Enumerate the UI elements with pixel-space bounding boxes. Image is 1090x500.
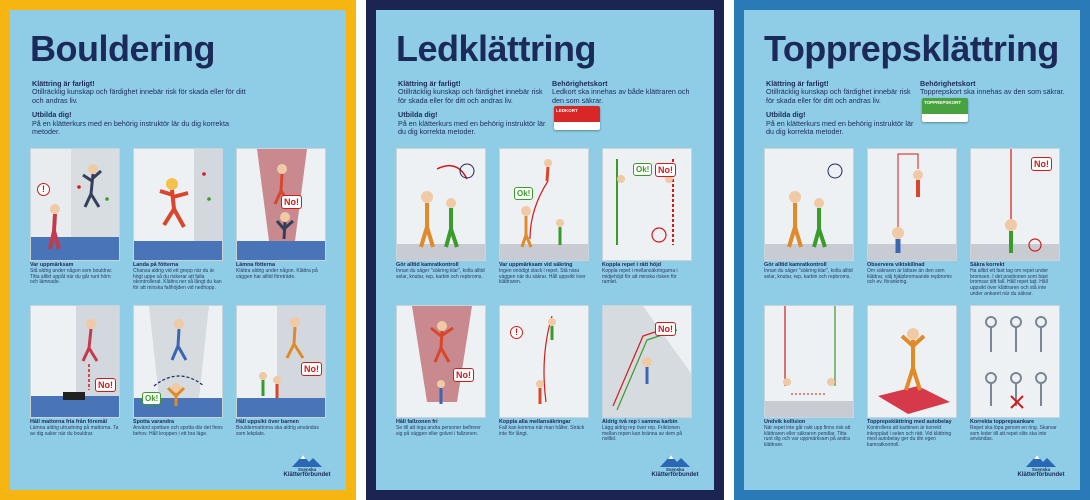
training-body: På en klätterkurs med en behörig instruktör lär du dig korrekta metoder. [766,118,914,137]
certificate-body: Topprepskort ska innehas av den som säkrar. [920,87,1065,97]
illustration [602,148,692,261]
card-title: Aldrig två rep i samma karbin [602,419,678,425]
logo-line-2: Klätterförbundet [1017,472,1065,478]
card-text: Ingen onödigt slack i repet. Stå nära väggen när du säkrar. Håll uppsikt över klättraren. [499,267,586,286]
card-title: Gör alltid kamratkontroll [764,262,827,268]
card-title: Korrekta topprepsankare [970,419,1035,425]
illustration [236,305,326,418]
training-heading: Utbilda dig! [398,110,438,120]
card-4 [764,305,854,449]
card-title: Spotta varandra [133,419,175,425]
illustration [764,305,854,418]
card-3 [236,148,326,280]
no-badge: No! [281,195,302,209]
certificate-heading: Behörighetskort [552,79,608,88]
ok-badge: Ok! [633,163,652,176]
card-text: Kontrollera att karbinen är korrekt inkopplad i selen och rätt. Vid klättring med autobelay ger du din egen kamratkontroll. [867,424,952,449]
warning-body: Otillräcklig kunskap och färdighet innebär risk för skada eller för ditt och andras liv. [32,87,246,105]
ok-badge: Ok! [514,187,533,200]
illustration [970,305,1060,418]
warning-text [398,80,548,136]
toprope-card [922,98,968,122]
certificate-text [552,80,702,105]
card-title: Koppla repet i rätt höjd [602,262,661,268]
card-title: Koppla alla mellansäkringar [499,419,571,425]
federation-logo [1014,453,1068,478]
card-6 [602,305,692,443]
card-title: Observera viktskillnad [867,262,925,268]
illustration [133,148,223,261]
mountain-logo-icon [1026,453,1056,467]
poster-bouldering [0,0,356,500]
card-title: Var uppmärksam [30,262,74,268]
mountain-logo-icon [660,453,690,467]
no-badge: No! [1031,157,1052,171]
mountain-logo-icon [292,453,322,467]
no-badge: No! [655,322,676,336]
card-text: Lämna aldrig utrustning på mattorna. Ta av dig saker när du bouldrar. [30,424,119,437]
card-text: Fall kan komma när man håller. Sträck inte för långt. [499,424,585,437]
poster-ledklattring [366,0,724,500]
card-text: Stå aldrig under någon som bouldrar. Titta alltid uppåt när du går runt hörn och lämnade. [30,267,113,286]
illustration [970,148,1060,261]
illustration [499,148,589,261]
card-text: Repet ska löpa genom en ring. Skarvar som leder till att repet slits ska inte användas. [970,424,1057,443]
card-4 [30,305,120,437]
warning-body: Otillräcklig kunskap och färdighet innebär risk för skada eller för ditt och andras liv. [766,87,911,105]
training-body: På en klätterkurs med en behörig instruktör lär du dig korrekta metoder. [398,118,546,137]
card-3 [970,148,1060,298]
card-text: Bouldermattorna ska aldrig användas som lekplats. [236,424,319,437]
warning-body: Otillräcklig kunskap och färdighet innebär risk för skada eller för ditt och andras liv. [398,87,543,105]
logo-line-1: Svenska [1031,467,1051,472]
card-5 [499,305,589,437]
certificate-body: Ledkort ska innehas av både klättraren och den som säkrar. [552,87,690,105]
warning-heading: Klättring är farligt! [32,79,95,88]
warning-text [32,80,247,136]
illustration [30,148,120,261]
illustration [867,305,957,418]
exclamation-icon: ! [37,183,50,196]
card-1 [396,148,486,280]
certificate-heading: Behörighetskort [920,79,976,88]
illustration [236,148,326,261]
card-text: Lägg aldrig rep över rep. Friktionen mellan repen kan bränna av dem på nolltid. [602,424,683,443]
illustration [396,305,486,418]
card-4 [396,305,486,437]
federation-logo [648,453,702,478]
no-badge: No! [655,163,676,177]
warning-heading: Klättring är farligt! [398,79,461,88]
card-title: Topprepsklättring med autobelay [867,419,952,425]
card-text: Chansa aldrig vid ett grepp när du är högt uppe så du riskerar att falla okontrollerat. Klättra ner så långt du kan för att minska fallhöjden vid nedhopp. [133,267,222,292]
poster-panel [10,10,346,490]
card-text: Innan du säger "säkring klar", kolla alltid selar, knutar, rep, karbin och repbroms. [764,267,853,280]
card-text: Använd spottare och spotta där det finns behov. Håll kroppen i ett bra läge. [133,424,223,437]
illustration [602,305,692,418]
card-text: Om säkraren är lättare än den som klättrar, välj hjälpbromsande repbroms och ev. förankring. [867,267,952,286]
card-title: Lämna fötterna [236,262,275,268]
card-text: Se till att inga andra personer befinner sig på väggen eller golvet i fallzonen. [396,424,481,437]
card-title: Gör alltid kamratkontroll [396,262,459,268]
card-title: Håll mattorna fria från föremål [30,419,107,425]
training-heading: Utbilda dig! [32,110,72,120]
illustration [764,148,854,261]
card-title: Håll fallzonen fri [396,419,438,425]
card-label: LEDKORT [556,108,578,113]
poster-title: Ledklättring [396,28,597,69]
poster-title: Topprepsklättring [764,28,1059,69]
training-body: På en klätterkurs med en behörig instruktör lär du dig korrekta metoder. [32,118,229,137]
logo-line-2: Klätterförbundet [283,472,331,478]
card-text: Ha alltid ett fast tag om repet under bromsen. I det positionen som bäst bromsar ditt fall. Håll repet tajt. Håll uppsikt över klättraren och stå inte under ankaret när du säkrar. [970,267,1049,297]
card-label: TOPPREPSKORT [924,100,962,105]
poster-panel [376,10,714,490]
card-title: Var uppmärksam vid säkring [499,262,573,268]
logo-line-1: Svenska [297,467,317,472]
card-title: Säkra korrekt [970,262,1005,268]
card-title: Landa på fötterna [133,262,179,268]
card-2 [867,148,957,286]
logo-line-1: Svenska [665,467,685,472]
card-2 [133,148,223,292]
warning-heading: Klättring är farligt! [766,79,829,88]
poster-title: Bouldering [30,28,215,69]
ok-badge: Ok! [142,392,161,405]
illustration [133,305,223,418]
card-1 [764,148,854,280]
card-3 [602,148,692,286]
exclamation-icon: ! [510,326,523,339]
card-5 [133,305,223,437]
card-1 [30,148,120,286]
illustration [499,305,589,418]
card-6 [970,305,1060,443]
card-text: Koppla repet i mellansäkringarna i midjehöjd för att minska risken för ramlet. [602,267,678,286]
card-5 [867,305,957,449]
card-2 [499,148,589,286]
training-heading: Utbilda dig! [766,110,806,120]
illustration [396,148,486,261]
logo-line-2: Klätterförbundet [651,472,699,478]
card-6 [236,305,326,437]
warning-text [766,80,916,136]
federation-logo [280,453,334,478]
lead-card [554,106,600,130]
certificate-text [920,80,1070,97]
no-badge: No! [301,362,322,376]
card-title: Håll uppsikt över barnen [236,419,299,425]
card-title: Undvik kollision [764,419,806,425]
poster-panel [744,10,1080,490]
card-text: Innan du säger "säkring klar", kolla alltid selar, knutar, rep, karbin och repbroms. [396,267,485,280]
no-badge: No! [453,368,474,382]
no-badge: No! [95,378,116,392]
illustration [30,305,120,418]
card-text: Klättra aldrig under någon. Klättra på väggen har alltid företräde. [236,267,318,280]
poster-topprepsklattring [734,0,1090,500]
illustration [867,148,957,261]
card-text: När repet inte går rakt upp finns risk att klättraren eller säkraren pendlar. Titta runt dig och var uppmärksam på andra klättrare. [764,424,851,449]
